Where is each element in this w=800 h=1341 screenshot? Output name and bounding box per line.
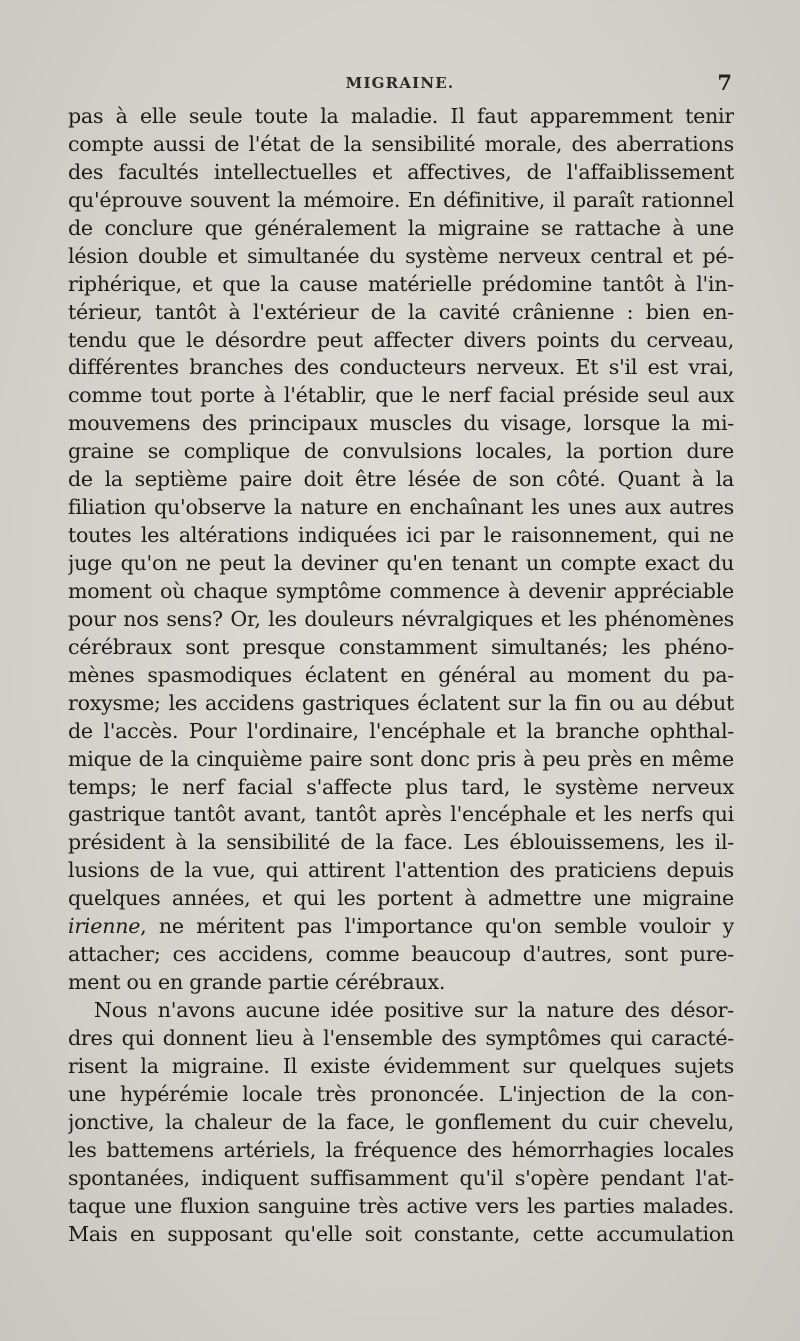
text-line: tendu que le désordre peut affecter divers points du cerveau, <box>68 327 734 352</box>
page-header <box>68 70 732 98</box>
text-line: taque une fluxion sanguine très active vers les parties malades. <box>68 1193 734 1218</box>
text-line: cérébraux sont presque constamment simultanés; les phéno- <box>68 634 734 659</box>
text-line: dres qui donnent lieu à l'ensemble des symptômes qui caracté- <box>68 1025 734 1050</box>
running-head: MIGRAINE. <box>345 74 455 92</box>
text-line: jonctive, la chaleur de la face, le gonflement du cuir chevelu, <box>68 1109 734 1134</box>
text-line: pour nos sens? Or, les douleurs névralgiques et les phénomènes <box>68 606 734 631</box>
text-line: lusions de la vue, qui attirent l'attention des praticiens depuis <box>68 858 734 883</box>
text-line: mènes spasmodiques éclatent en général au moment du pa- <box>68 662 734 687</box>
text-line: spontanées, indiquent suffisamment qu'il s'opère pendant l'at- <box>68 1165 734 1190</box>
text-line: temps; le nerf facial s'affecte plus tard, le système nerveux <box>68 774 734 799</box>
text-line: toutes les altérations indiquées ici par le raisonnement, qui ne <box>68 523 734 548</box>
text-line: mouvemens des principaux muscles du visage, lorsque la mi- <box>68 411 734 436</box>
text-line: comme tout porte à l'établir, que le nerf facial préside seul aux <box>68 383 734 408</box>
text-line: de conclure que généralement la migraine se rattache à une <box>68 215 734 240</box>
text-line: gastrique tantôt avant, tantôt après l'encéphale et les nerfs qui <box>68 802 734 827</box>
text-line: filiation qu'observe la nature en enchaînant les unes aux autres <box>68 495 734 520</box>
text-line: président à la sensibilité de la face. Les éblouissemens, les il- <box>68 830 734 855</box>
page-number: 7 <box>717 70 732 95</box>
text-line: Nous n'avons aucune idée positive sur la nature des désor- <box>94 998 734 1022</box>
text-line: des facultés intellectuelles et affectives, de l'affaiblissement <box>68 159 734 184</box>
text-line: irienne, ne méritent pas l'importance qu'on semble vouloir y <box>68 914 734 939</box>
text-line: mique de la cinquième paire sont donc pris à peu près en même <box>68 746 734 771</box>
text-line: juge qu'on ne peut la deviner qu'en tenant un compte exact du <box>68 551 734 575</box>
text-line: térieur, tantôt à l'extérieur de la cavité crânienne : bien en- <box>68 299 734 324</box>
text-line: ment ou en grande partie cérébraux. <box>68 970 446 995</box>
text-line: roxysme; les accidens gastriques éclatent sur la fin ou au début <box>68 690 734 715</box>
text-line: moment où chaque symptôme commence à devenir appréciable <box>68 578 734 603</box>
text-line: compte aussi de l'état de la sensibilité morale, des aberrations <box>68 131 734 156</box>
text-line: quelques années, et qui les portent à admettre une migraine <box>68 886 734 911</box>
text-line: risent la migraine. Il existe évidemment sur quelques sujets <box>68 1053 734 1078</box>
text-line: Mais en supposant qu'elle soit constante, cette accumulation <box>68 1221 734 1246</box>
text-line: pas à elle seule toute la maladie. Il faut apparemment tenir <box>68 104 734 128</box>
text-line: de l'accès. Pour l'ordinaire, l'encéphale et la branche ophthal- <box>68 718 734 743</box>
text-line: de la septième paire doit être lésée de son côté. Quant à la <box>68 467 734 492</box>
text-line: différentes branches des conducteurs nerveux. Et s'il est vrai, <box>68 355 734 380</box>
text-line: une hypérémie locale très prononcée. L'injection de la con- <box>68 1081 734 1106</box>
text-line: graine se complique de convulsions locales, la portion dure <box>68 439 734 464</box>
body-text <box>68 103 734 1248</box>
text-line: qu'éprouve souvent la mémoire. En définitive, il paraît rationnel <box>68 187 734 212</box>
text-line: les battemens artériels, la fréquence des hémorrhagies locales <box>68 1137 734 1162</box>
text-line: lésion double et simultanée du système nerveux central et pé- <box>68 243 734 268</box>
text-line: attacher; ces accidens, comme beaucoup d'autres, sont pure- <box>68 942 734 967</box>
text-line: riphérique, et que la cause matérielle prédomine tantôt à l'in- <box>68 271 734 296</box>
